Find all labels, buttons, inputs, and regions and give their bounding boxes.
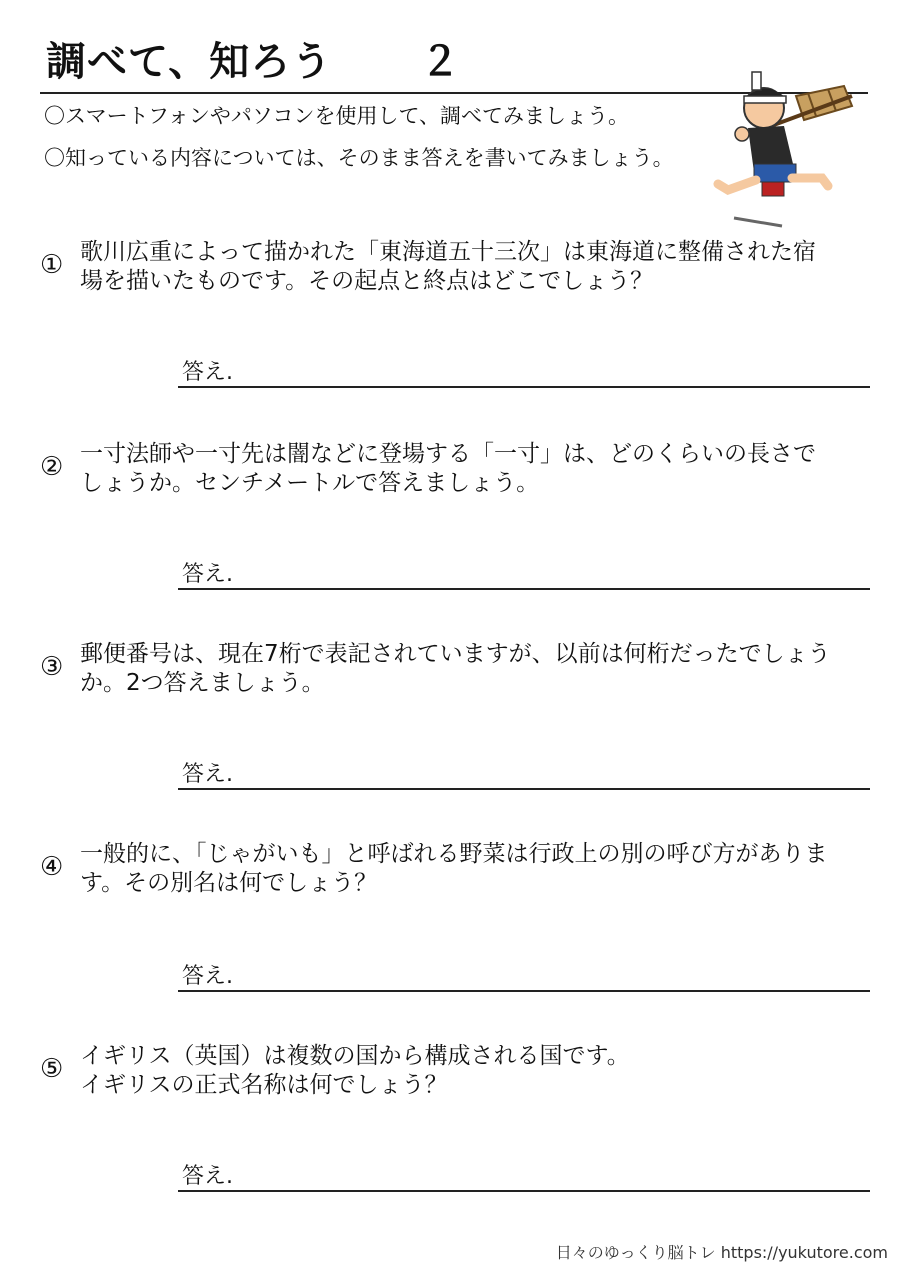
answer-line-1[interactable] bbox=[178, 352, 870, 388]
answer-line-5[interactable] bbox=[178, 1156, 870, 1192]
question-number: ④ bbox=[40, 852, 64, 882]
answer-line-3[interactable] bbox=[178, 754, 870, 790]
question-text-line: イギリス（英国）は複数の国から構成される国です。 bbox=[80, 1043, 630, 1069]
answer-line-4[interactable] bbox=[178, 956, 870, 992]
question-text bbox=[80, 840, 870, 898]
page-title: 調べて、知ろう bbox=[46, 39, 333, 85]
question-text bbox=[80, 640, 870, 698]
question-text-line: しょうか。センチメートルで答えましょう。 bbox=[80, 470, 540, 496]
question-text-line: 一寸法師や一寸先は闇などに登場する「一寸」は、どのくらいの長さで bbox=[80, 441, 816, 467]
answer-label: 答え. bbox=[182, 964, 233, 989]
question-text bbox=[80, 238, 870, 296]
question-number: ① bbox=[40, 250, 64, 280]
footer-credit: 日々のゆっくり脳トレ https://yukutore.com bbox=[555, 1243, 888, 1262]
instruction-1: 〇スマートフォンやパソコンを使用して、調べてみましょう。 bbox=[44, 104, 630, 128]
question-text bbox=[80, 1042, 870, 1100]
answer-label: 答え. bbox=[182, 1164, 233, 1189]
instruction-2: 〇知っている内容については、そのまま答えを書いてみましょう。 bbox=[44, 146, 674, 170]
question-text bbox=[80, 440, 870, 498]
answer-label: 答え. bbox=[182, 562, 233, 587]
question-text-line: か。2つ答えましょう。 bbox=[80, 670, 325, 696]
page-number: ２ bbox=[420, 39, 460, 85]
question-number: ② bbox=[40, 452, 64, 482]
question-text-line: 歌川広重によって描かれた「東海道五十三次」は東海道に整備された宿 bbox=[80, 239, 816, 265]
question-text-line: 場を描いたものです。その起点と終点はどこでしょう？ bbox=[80, 268, 654, 294]
question-number: ③ bbox=[40, 652, 64, 682]
answer-line-2[interactable] bbox=[178, 554, 870, 590]
answer-label: 答え. bbox=[182, 360, 233, 385]
question-text-line: 一般的に、「じゃがいも」と呼ばれる野菜は行政上の別の呼び方がありま bbox=[80, 841, 828, 867]
question-number: ⑤ bbox=[40, 1054, 64, 1084]
runner-illustration bbox=[704, 68, 854, 228]
question-text-line: イギリスの正式名称は何でしょう？ bbox=[80, 1072, 448, 1098]
answer-label: 答え. bbox=[182, 762, 233, 787]
question-text-line: 郵便番号は、現在7桁で表記されていますが、以前は何桁だったでしょう bbox=[80, 641, 831, 667]
question-text-line: す。その別名は何でしょう？ bbox=[80, 870, 378, 896]
